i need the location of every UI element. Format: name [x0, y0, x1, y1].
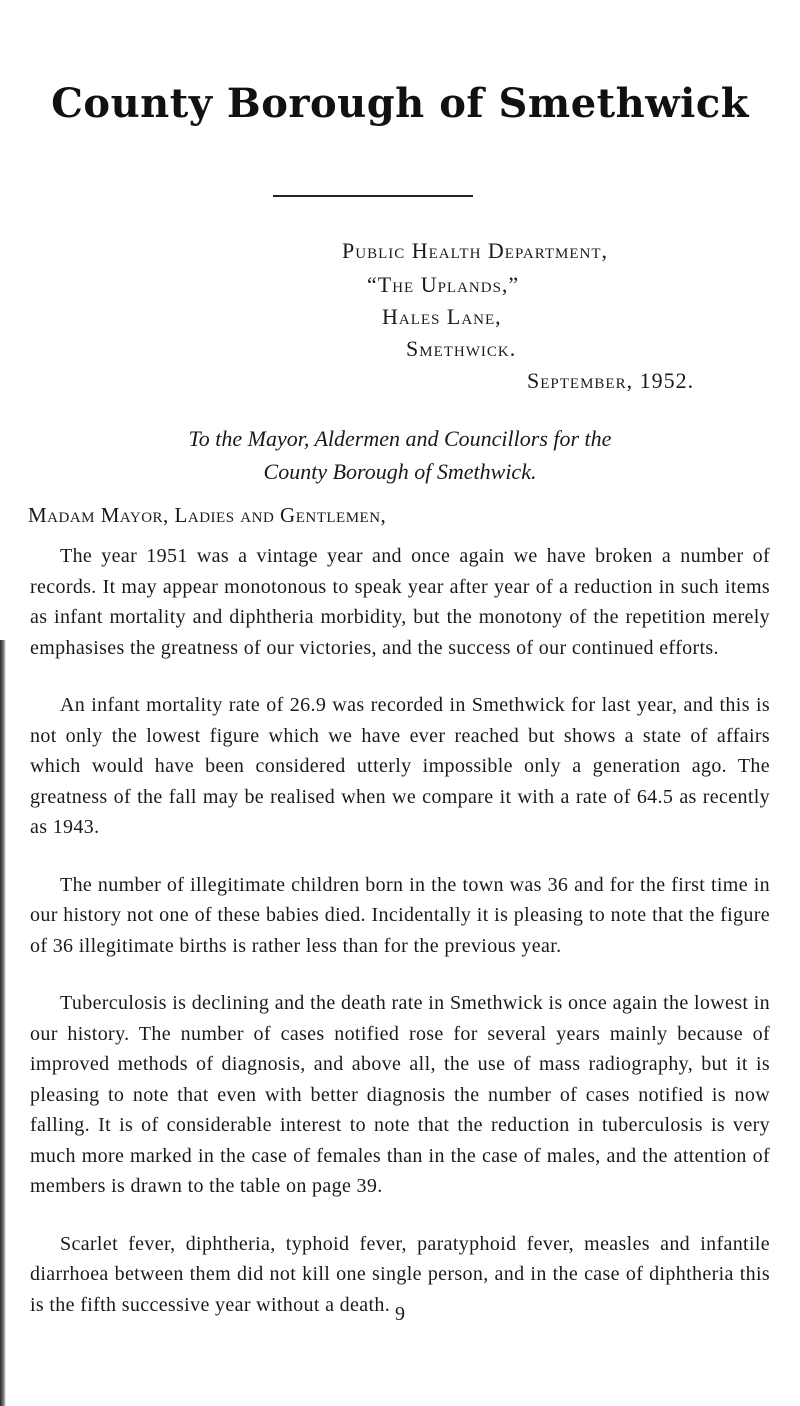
address-line-building: “The Uplands,” [367, 272, 520, 297]
address-line-town: Smethwick. [406, 336, 517, 361]
paragraph-infant-mortality: An infant mortality rate of 26.9 was recorded in Smethwick for last year, and this is not only the lowest figure which we have ever reached but shows a state of affairs which would have been considered utterly impossible only a generation ago. The greatness of the fall may be realised when we compare it with a rate of 64.5 as recently as 1943. [30, 694, 770, 838]
address-line-street: Hales Lane, [382, 304, 502, 329]
paragraph-tuberculosis: Tuberculosis is declining and the death rate in Smethwick is once again the lowest in our history. The number of cases notified rose for several years mainly because of improved methods of diagnosis, and above all, the use of mass radiography, but it is pleasing to note that even with better diagnosis the number of cases notified is now falling. It is of considerable interest to note that the reduction in tuberculosis is very much more marked in the case of females than in the case of males, and the attention of members is drawn to the table on page 39. [30, 992, 770, 1197]
paragraph-records: The year 1951 was a vintage year and once again we have broken a number of records. It may appear monotonous to speak year after year of a reduction in such items as infant mortality and diphtheria morbidity, but the monotony of the repetition merely emphasises the greatness of our victories, and the success of our continued efforts. [30, 545, 770, 659]
paragraph-infectious-diseases: Scarlet fever, diphtheria, typhoid fever, paratyphoid fever, measles and infantile diarrhoea between them did not kill one single person, and in the case of diphtheria this is the fifth successive year without a death. [30, 1232, 770, 1316]
address-line-department: Public Health Department, [342, 238, 609, 263]
addressee-block [0, 422, 800, 488]
title-divider [273, 195, 473, 197]
borough-title: County Borough of Smethwick [51, 80, 749, 127]
page-number: 9 [395, 1303, 405, 1325]
letter-body [30, 541, 770, 1347]
addressee-line-2: County Borough of Smethwick. [263, 459, 537, 484]
addressee-line-1: To the Mayor, Aldermen and Councillors for the [188, 426, 612, 451]
binding-edge-shadow [0, 640, 6, 1406]
letter-greeting: Madam Mayor, Ladies and Gentlemen, [28, 503, 387, 527]
letter-date: September, 1952. [527, 368, 695, 393]
paragraph-illegitimate-births: The number of illegitimate children born in the town was 36 and for the first time in our history not one of these babies died. Incidentally it is pleasing to note that the figure of 36 illegitimate births is rather less than for the previous year. [30, 873, 770, 957]
